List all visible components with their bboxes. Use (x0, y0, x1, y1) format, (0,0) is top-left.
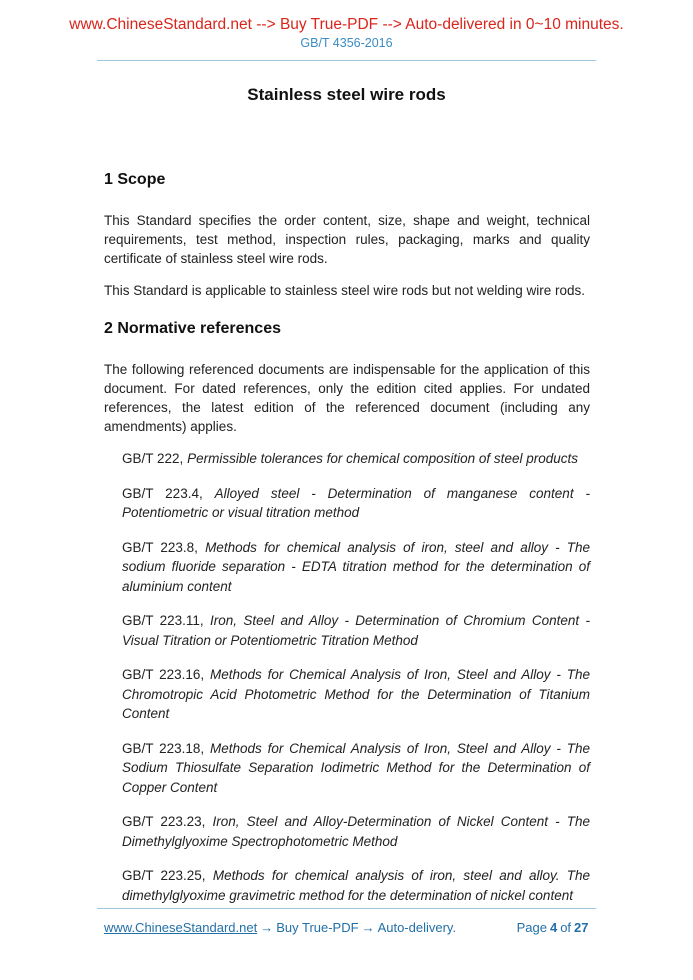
reference-title: Methods for chemical analysis of iron, steel and alloy - The sodium fluoride separation - EDTA titration method for the determination of aluminium content (122, 539, 590, 594)
scope-paragraph-2: This Standard is applicable to stainless steel wire rods but not welding wire rods. (104, 283, 585, 298)
reference-item (122, 611, 590, 650)
reference-code: GB/T 223.16, (122, 667, 205, 682)
footer-links (104, 920, 456, 935)
promo-banner (0, 0, 693, 33)
reference-title: Iron, Steel and Alloy-Determination of Nickel Content - The Dimethylglyoxime Spectrophotometric Method (122, 814, 590, 849)
page-indicator (515, 920, 590, 935)
reference-item (122, 866, 590, 905)
reference-title: Iron, Steel and Alloy - Determination of Chromium Content - Visual Titration or Potentiometric Titration Method (122, 613, 590, 648)
reference-item (122, 538, 590, 597)
footer-row (104, 920, 590, 935)
document-body (104, 171, 590, 905)
reference-item (122, 739, 590, 798)
reference-title: Methods for chemical analysis of iron, steel and alloy. The dimethylglyoxime gravimetric method for the determination of nickel content (122, 868, 590, 903)
reference-item (122, 449, 590, 469)
scope-paragraph-1: This Standard specifies the order content, size, shape and weight, technical requirements, test method, inspection rules, packaging, marks and quality certificate of stainless steel wire rods. (104, 213, 590, 266)
document-title: Stainless steel wire rods (247, 85, 446, 104)
reference-code: GB/T 222, (122, 451, 184, 466)
reference-code: GB/T 223.25, (122, 868, 206, 883)
promo-link[interactable]: www.ChineseStandard.net --> Buy True-PDF --> Auto-delivered in 0~10 minutes. (69, 16, 624, 33)
reference-code: GB/T 223.11, (122, 613, 204, 628)
of-label: of (560, 920, 572, 935)
reference-title: Methods for Chemical Analysis of Iron, Steel and Alloy - The Chromotropic Acid Photometric Method for the Determination of Titanium Content (122, 667, 590, 721)
reference-code: GB/T 223.8, (122, 539, 198, 555)
page-current: 4 (549, 920, 558, 935)
reference-code: GB/T 223.4, (122, 485, 203, 501)
header-divider (97, 60, 596, 61)
page-label: Page (516, 920, 547, 935)
normative-references-intro: The following referenced documents are indispensable for the application of this document. For dated references, only the edition cited applies. For undated references, the latest edition of the referenced document (including any amendments) applies. (104, 362, 590, 434)
reference-title: Permissible tolerances for chemical composition of steel products (187, 451, 578, 466)
reference-code: GB/T 223.23, (122, 814, 206, 829)
footer-site-link[interactable]: www.ChineseStandard.net (104, 920, 258, 935)
reference-item (122, 484, 590, 523)
arrow-right-icon: → (361, 920, 375, 935)
reference-item (122, 665, 590, 724)
standard-code: GB/T 4356-2016 (300, 36, 393, 50)
reference-code: GB/T 223.18, (122, 740, 205, 756)
footer-buy-text: Buy True-PDF (276, 920, 359, 935)
footer-divider (97, 908, 596, 909)
section-heading-normative-references: 2 Normative references (104, 320, 281, 337)
reference-item (122, 812, 590, 851)
page-footer (0, 908, 693, 935)
reference-title: Alloyed steel - Determination of manganese content - Potentiometric or visual titration method (122, 485, 590, 520)
references-list (122, 449, 590, 905)
section-heading-scope: 1 Scope (104, 171, 166, 188)
arrow-right-icon: → (260, 920, 274, 935)
footer-delivery-text: Auto-delivery. (377, 920, 457, 935)
page-total: 27 (574, 920, 589, 935)
reference-title: Methods for Chemical Analysis of Iron, Steel and Alloy - The Sodium Thiosulfate Separation Iodimetric Method for the Determination of Copper Content (122, 740, 590, 795)
